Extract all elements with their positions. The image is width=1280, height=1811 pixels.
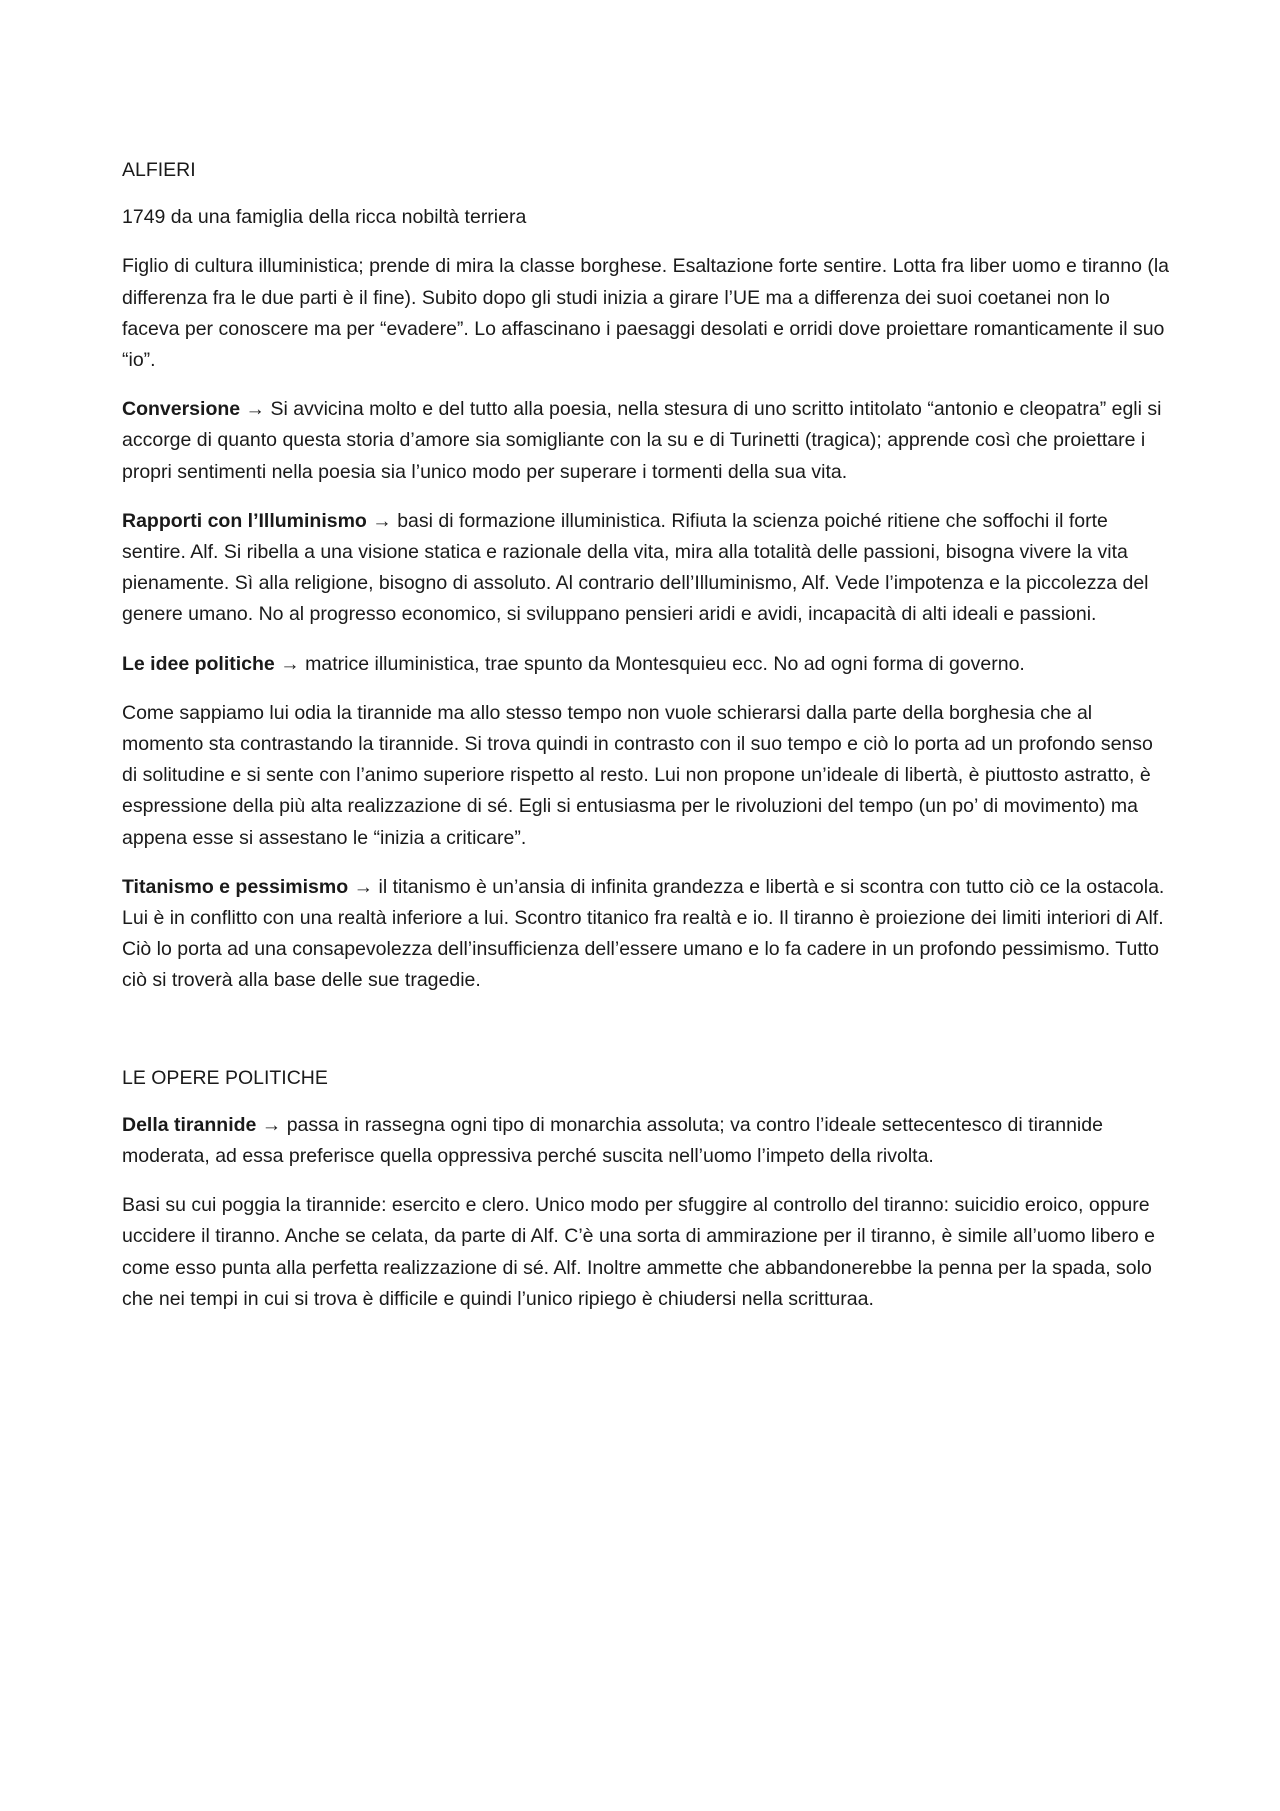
birth-paragraph: 1749 da una famiglia della ricca nobiltà terriera (122, 206, 527, 229)
titanismo-term: Titanismo e pessimismo (122, 875, 349, 898)
arrow-right-icon: → (280, 652, 300, 675)
document-title: ALFIERI (122, 159, 196, 181)
conversione-term: Conversione (122, 398, 241, 421)
arrow-right-icon: → (261, 1113, 282, 1136)
arrow-right-icon: → (372, 509, 392, 532)
intro-paragraph: Figlio di cultura illuministica; prende di mira la classe borghese. Esaltazione forte sentire. Lotta fra liber uomo e tiranno (la differenza fra le due parti è il fine). Subito dopo gli studi inizia a girare l’UE ma a differenza dei suoi coetanei non lo faceva per conoscere ma per “evadere”. Lo affascinano i paesaggi desolati e orridi dove proiettare romanticamente il suo “io”. (122, 255, 1170, 372)
arrow-right-icon: → (245, 398, 266, 421)
illuminismo-paragraph (122, 506, 1172, 631)
titanismo-text: il titanismo è un’ansia di infinita grandezza e libertà e si scontra con tutto ciò ce la ostacola. Lui è in conflitto con una realtà inferiore a lui. Scontro titanico fra realtà e io. Il tiranno è proiezione dei limiti interiori di Alf. Ciò lo porta ad una consapevolezza dell’insufficienza dell’essere umano e lo fa cadere in un profondo pessimismo. Tutto ciò si troverà alla base delle sue tragedie. (122, 875, 1165, 992)
titanismo-paragraph (122, 872, 1172, 997)
basi-paragraph: Basi su cui poggia la tirannide: esercito e clero. Unico modo per sfuggire al controllo del tiranno: suicidio eroico, oppure uccidere il tiranno. Anche se celata, da parte di Alf. C’è una sorta di ammirazione per il tiranno, è simile all’uomo libero e come esso punta alla perfetta realizzazione di sé. Alf. Inoltre ammette che abbandonerebbe la penna per la spada, solo che nei tempi in cui si trova è difficile e quindi l’unico ripiego è chiudersi nella scritturaa. (122, 1194, 1155, 1310)
idee-politiche-term: Le idee politiche (122, 652, 275, 675)
della-tirannide-term: Della tirannide (122, 1113, 257, 1136)
conversione-paragraph (122, 394, 1172, 488)
illuminismo-text: basi di formazione illuministica. Rifiuta la scienza poiché ritiene che soffochi il forte sentire. Alf. Si ribella a una visione statica e razionale della vita, mira alla totalità delle passioni, bisogna vivere la vita pienamente. Sì alla religione, bisogno di assoluto. Al contrario dell’Illuminismo, Alf. Vede l’impotenza e la piccolezza del genere umano. No al progresso economico, si sviluppano pensieri aridi e avidi, incapacità di alti ideali e passioni. (122, 509, 1149, 626)
document-page (122, 155, 1172, 1333)
arrow-right-icon: → (353, 875, 374, 898)
della-tirannide-paragraph (122, 1110, 1172, 1172)
conversione-text: Si avvicina molto e del tutto alla poesia, nella stesura di uno scritto intitolato “antonio e cleopatra” egli si accorge di quanto questa storia d’amore sia somigliante con la su e di Turinetti (tragica); apprende così che proiettare i propri sentimenti nella poesia sia l’unico modo per superare i tormenti della sua vita. (122, 398, 1162, 483)
section-spacer (122, 1015, 1172, 1063)
idee-politiche-paragraph (122, 649, 1172, 680)
della-tirannide-text: passa in rassegna ogni tipo di monarchia assoluta; va contro l’ideale settecentesco di tirannide moderata, ad essa preferisce quella oppressiva perché suscita nell’uomo l’impeto della rivolta. (122, 1113, 1103, 1168)
illuminismo-term: Rapporti con l’Illuminismo (122, 509, 367, 532)
idee-politiche-text: matrice illuministica, trae spunto da Montesquieu ecc. No ad ogni forma di governo. (299, 652, 1025, 675)
opere-politiche-title: LE OPERE POLITICHE (122, 1066, 328, 1089)
tirannide-paragraph: Come sappiamo lui odia la tirannide ma allo stesso tempo non vuole schierarsi dalla parte della borghesia che al momento sta contrastando la tirannide. Si trova quindi in contrasto con il suo tempo e ciò lo porta ad un profondo senso di solitudine e si sente con l’animo superiore rispetto al resto. Lui non propone un’ideale di libertà, è piuttosto astratto, è espressione della più alta realizzazione di sé. Egli si entusiasma per le rivoluzioni del tempo (un po’ di movimento) ma appena esse si assestano le “inizia a criticare”. (122, 701, 1153, 849)
